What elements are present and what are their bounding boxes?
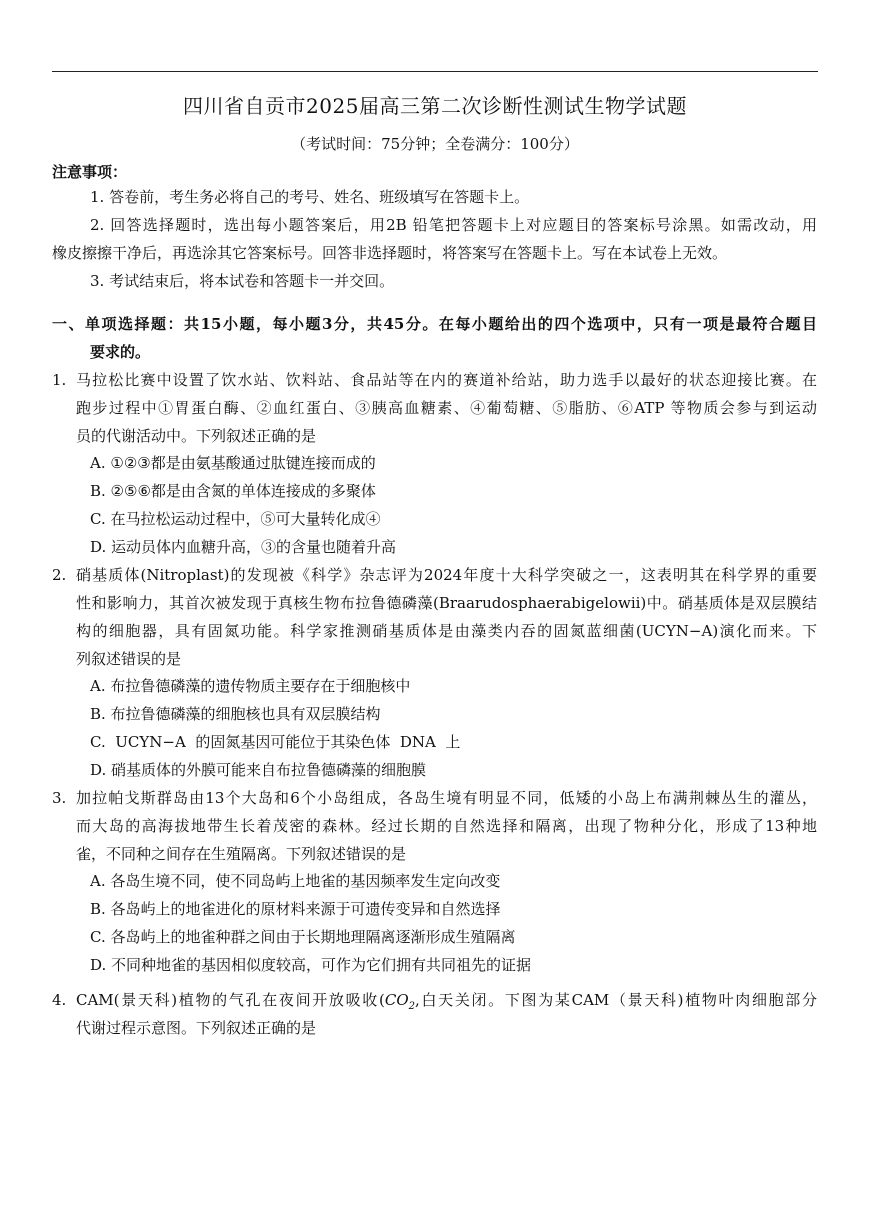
- notice-heading: 注意事项：: [52, 163, 128, 181]
- notice-item-1: 1. 答卷前，考生务必将自己的考号、姓名、班级填写在答题卡上。: [90, 188, 530, 206]
- question-1-stem-line-3: 员的代谢活动中。下列叙述正确的是: [76, 427, 317, 445]
- notice-item-2-line-2: 橡皮擦擦干净后，再选涂其它答案标号。回答非选择题时，将答案写在答题卡上。写在本试卷上无效。: [52, 244, 728, 262]
- question-2-option-a: A. 布拉鲁德磷藻的遗传物质主要存在于细胞核中: [90, 677, 411, 695]
- question-4-stem-line-1: [76, 990, 817, 1017]
- question-4-stem-post: ,白天关闭。下图为某CAM（景天科)植物叶肉细胞部分: [415, 991, 817, 1009]
- question-1-number: 1.: [52, 371, 67, 389]
- question-1-option-c: C. 在马拉松运动过程中，⑤可大量转化成④: [90, 510, 381, 528]
- header-rule: [52, 71, 818, 72]
- question-1-stem-line-1: 马拉松比赛中设置了饮水站、饮料站、食品站等在内的赛道补给站，助力选手以最好的状态迎接比赛。在: [76, 371, 817, 389]
- question-2-stem-line-2: 性和影响力，其首次被发现于真核生物布拉鲁德磷藻(Braarudosphaerabigelowii)中。硝基质体是双层膜结: [76, 594, 817, 612]
- exam-info: （考试时间：75分钟；全卷满分：100分）: [291, 135, 579, 153]
- question-2-option-d: D. 硝基质体的外膜可能来自布拉鲁德磷藻的细胞膜: [90, 761, 427, 779]
- section-heading-line-2: 要求的。: [90, 343, 151, 361]
- question-3-stem-line-3: 雀，不同种之间存在生殖隔离。下列叙述错误的是: [76, 845, 407, 863]
- question-2-option-b: B. 布拉鲁德磷藻的细胞核也具有双层膜结构: [90, 705, 381, 723]
- section-heading-line-1: 一、单项选择题：共15小题，每小题3分，共45分。在每小题给出的四个选项中，只有一项是最符合题目: [52, 315, 817, 333]
- question-1-stem-line-2: 跑步过程中①胃蛋白酶、②血红蛋白、③胰高血糖素、④葡萄糖、⑤脂肪、⑥ATP 等物质会参与到运动: [76, 399, 817, 417]
- question-3-option-a: A. 各岛生境不同，使不同岛屿上地雀的基因频率发生定向改变: [90, 872, 501, 890]
- notice-item-3: 3. 考试结束后，将本试卷和答题卡一并交回。: [90, 272, 395, 290]
- question-3-stem-line-2: 而大岛的高海拔地带生长着茂密的森林。经过长期的自然选择和隔离，出现了物种分化，形成了13种地: [76, 817, 817, 835]
- question-4-number: 4.: [52, 991, 67, 1009]
- question-1-option-b: B. ②⑤⑥都是由含氮的单体连接成的多聚体: [90, 482, 376, 500]
- question-2-number: 2.: [52, 566, 67, 584]
- question-3-option-d: D. 不同种地雀的基因相似度较高，可作为它们拥有共同祖先的证据: [90, 956, 532, 974]
- question-1-option-d: D. 运动员体内血糖升高，③的含量也随着升高: [90, 538, 397, 556]
- question-2-stem-line-3: 构的细胞器，具有固氮功能。科学家推测硝基质体是由藻类内吞的固氮蓝细菌(UCYN−A)演化而来。下: [76, 622, 817, 640]
- question-3-option-b: B. 各岛屿上的地雀进化的原材料来源于可遗传变异和自然选择: [90, 900, 501, 918]
- co2-formula: $CO_2$: [384, 991, 415, 1012]
- question-4-stem-pre: CAM(景天科)植物的气孔在夜间开放吸收(: [76, 991, 385, 1009]
- question-4-stem-line-2: 代谢过程示意图。下列叙述正确的是: [76, 1019, 317, 1037]
- notice-item-2-line-1: 2. 回答选择题时，选出每小题答案后，用2B 铅笔把答题卡上对应题目的答案标号涂黑。如需改动，用: [90, 216, 817, 234]
- question-3-option-c: C. 各岛屿上的地雀种群之间由于长期地理隔离逐渐形成生殖隔离: [90, 928, 516, 946]
- question-1-option-a: A. ①②③都是由氨基酸通过肽键连接而成的: [90, 454, 376, 472]
- question-3-number: 3.: [52, 789, 67, 807]
- page-title: 四川省自贡市2025届高三第二次诊断性测试生物学试题: [183, 94, 687, 118]
- question-2-option-c: C. UCYN−A 的固氮基因可能位于其染色体 DNA 上: [90, 733, 461, 751]
- question-2-stem-line-1: 硝基质体(Nitroplast)的发现被《科学》杂志评为2024年度十大科学突破之一，这表明其在科学界的重要: [76, 566, 817, 584]
- question-2-stem-line-4: 列叙述错误的是: [76, 650, 182, 668]
- question-3-stem-line-1: 加拉帕戈斯群岛由13个大岛和6个小岛组成，各岛生境有明显不同，低矮的小岛上布满荆棘丛生的灌丛，: [76, 789, 817, 807]
